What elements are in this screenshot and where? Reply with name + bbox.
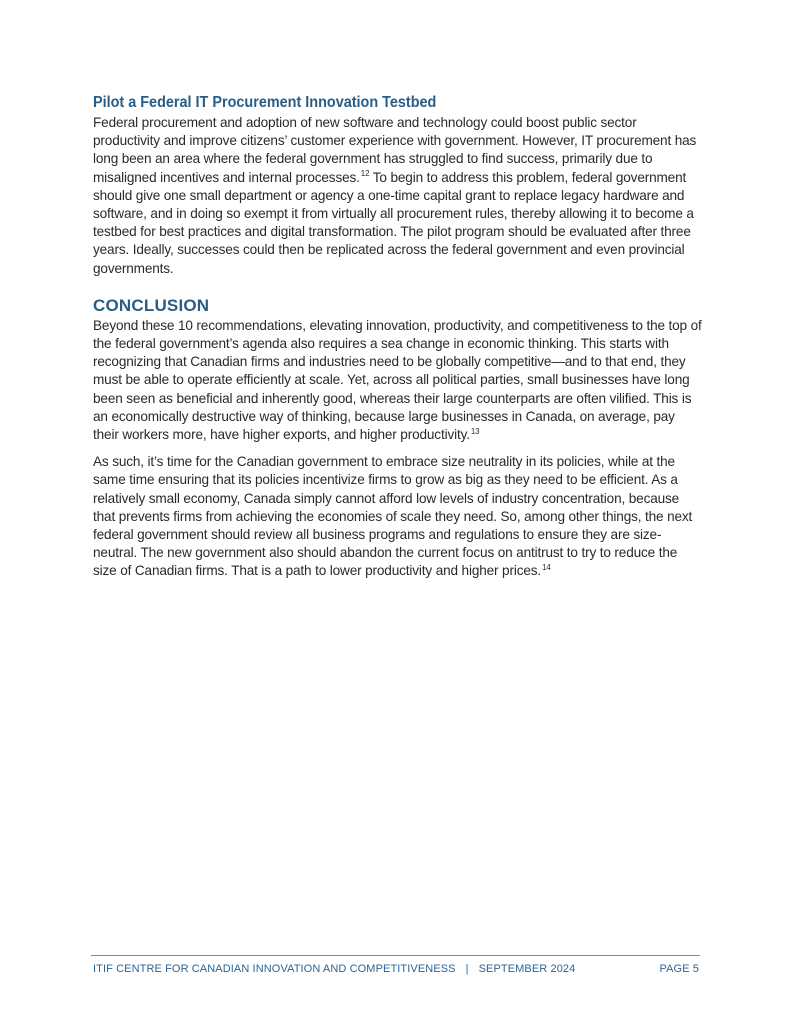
paragraph-text: Beyond these 10 recommendations, elevating innovation, productivity, and competitiveness to the top of the federal government’s agenda also requires a sea change in economic thinking. This starts with recognizing that Canadian firms and industries need to be globally competitive—and to that end, they must be able to operate efficiently at scale. Yet, across all political parties, small businesses have long been seen as beneficial and inherently good, whereas their large counterparts are often vilified. This is an economically destructive way of thinking, because large businesses in Canada, on average, pay their workers more, have higher exports, and higher productivity.: [93, 317, 702, 443]
page-footer: [93, 963, 699, 975]
section-heading: Pilot a Federal IT Procurement Innovation Testbed: [93, 94, 437, 111]
page-number: PAGE 5: [659, 963, 699, 975]
paragraph-text-before-note: Federal procurement and adoption of new software and technology could boost public sector productivity and improve citizens’ customer experience with government. However, IT procurement has long been an area where the federal government has struggled to find success, primarily due to misaligned incentives and internal processes.: [93, 115, 697, 185]
footer-org: ITIF CENTRE FOR CANADIAN INNOVATION AND COMPETITIVENESS: [93, 963, 456, 975]
page-content: [93, 93, 703, 581]
footer-left: [93, 963, 575, 975]
paragraph-text: As such, it’s time for the Canadian government to embrace size neutrality in its policies, while at the same time ensuring that its policies incentivize firms to grow as big as they need to be efficient. As a relatively small economy, Canada simply cannot afford low levels of industry concentration, because that prevents firms from achieving the economies of scale they need. So, among other things, the next federal government should review all business programs and regulations to ensure they are size-neutral. The new government also should abandon the current focus on antitrust to try to reduce the size of Canadian firms. That is a path to lower productivity and higher prices.: [93, 454, 693, 579]
footnote-ref-13[interactable]: 13: [470, 426, 480, 436]
footnote-ref-12[interactable]: 12: [360, 169, 370, 179]
conclusion-paragraph-2: [93, 453, 703, 580]
section-paragraph: [93, 114, 703, 278]
footer-date: SEPTEMBER 2024: [478, 963, 576, 975]
footer-separator: |: [465, 963, 469, 975]
conclusion-paragraph-1: [93, 317, 703, 444]
conclusion-heading: CONCLUSION: [93, 295, 210, 315]
footer-divider: [91, 955, 700, 956]
paragraph-text-after-note: To begin to address this problem, federal government should give one small department or agency a one-time capital grant to replace legacy hardware and software, and in doing so exempt it from virtually all procurement rules, thereby allowing it to become a testbed for best practices and digital transformation. The pilot program should be evaluated after three years. Ideally, successes could then be replicated across the federal government and even provincial governments.: [93, 169, 694, 276]
footnote-ref-14[interactable]: 14: [542, 562, 551, 572]
